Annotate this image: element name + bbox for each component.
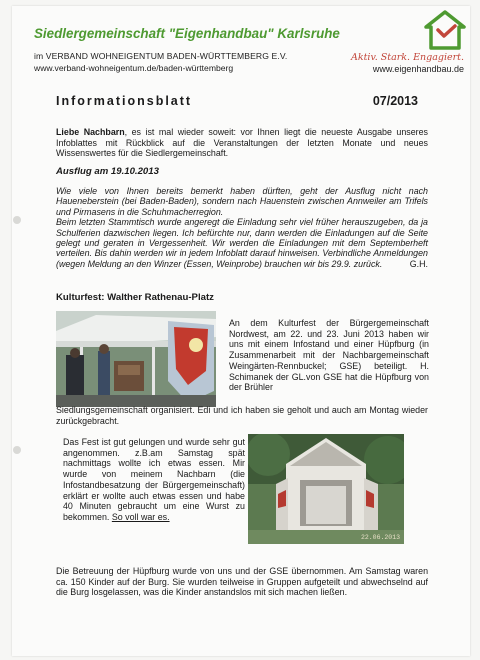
festival-paragraph-2-text: Das Fest ist gut gelungen und wurde sehr gut angenommen. z.B.am Samstag spät nachmittags wollte ich etwas essen. Mir wurde von meinem Nachbarn (die Infostandbesatzung der Bürgergemeinschaft) erklärt er wollte auch etwas essen und habe 40 Minuten gebraucht um eine Wurst zu bekommen. — [63, 437, 245, 522]
house-outline-logo-icon — [424, 10, 466, 50]
intro-text: , es ist mal wieder soweit: vor Ihnen liegt die neueste Ausgabe unseres Infoblattes mit Rückblick auf die Veranstaltungen der letzten Monate und neues Wissenswertes für die Siedlergemeinschaft. — [56, 127, 428, 159]
festival-paragraph-1-cont: Siedlungsgemeinschaft organisiert. Edi und ich haben sie geholt und auch am Montag wieder zurückgebracht. — [56, 405, 428, 426]
issue-number: 07/2013 — [372, 94, 418, 108]
association-url: www.verband-wohneigentum.de/baden-württemberg — [34, 63, 234, 73]
trip-heading: Ausflug am 19.10.2013 — [56, 166, 159, 177]
trip-paragraph-1: Wie viele von Ihnen bereits bemerkt haben dürften, geht der Ausflug nicht nach Haueneberstein (bei Baden-Baden), sondern nach Hauenstein zwischen Annweiler am Trifels und Pirmasens in die Schuhmacherregion. — [56, 186, 428, 217]
photo-date-stamp: 22.06.2013 — [360, 534, 400, 541]
trip-paragraph-2 — [56, 217, 428, 269]
org-title: Siedlergemeinschaft "Eigenhandbau" Karlsruhe — [34, 26, 340, 41]
slogan: Aktiv. Stark. Engagiert. — [351, 52, 464, 63]
punch-hole — [13, 216, 21, 224]
festival-tent-photo — [56, 311, 216, 407]
festival-paragraph-2 — [63, 437, 245, 523]
bouncy-castle-photo — [248, 434, 404, 544]
greeting: Liebe Nachbarn — [56, 127, 125, 137]
trip-paragraph-2-text: Beim letzten Stammtisch wurde angeregt die Einladung sehr viel früher herauszugeben, da ja Schulferien dazwischen liegen. Ich befürchte nur, dann werden die Einladungen auf die Seite gelegt und geraten in Vergessenheit. Wir werden die Einladungen mit dem Septemberheft verteilen. Bis dahin werden wir in jedem Infoblatt darauf hinweisen. Verbindliche Anmeldungen (wegen Meldung an den Winzer (Essen, Weinprobe) brauchen wir bis 29.9. zurück. — [56, 217, 428, 269]
website-url: www.eigenhandbau.de — [372, 64, 464, 74]
festival-emphasis: So voll war es. — [111, 511, 170, 522]
association-line: im VERBAND WOHNEIGENTUM BADEN-WÜRTTEMBERG E.V. — [34, 51, 288, 61]
trip-section — [56, 186, 428, 269]
festival-paragraph-1: An dem Kulturfest der Bürgergemeinschaft Nordwest, am 22. und 23. Juni 2013 haben wir uns mit einem Infostand und einer Hüpfburg (in Zusammenarbeit mit der Nachbargemeinschaft Weingärten-Rennbuckel; GSE) beteiligt. H. Schimanek der GL.von GSE hat die Hüpfburg von der Brühler — [229, 318, 429, 393]
document-title: Informationsblatt — [56, 94, 193, 108]
punch-hole — [13, 446, 21, 454]
intro-paragraph — [56, 127, 428, 159]
festival-heading: Kulturfest: Walther Rathenau-Platz — [56, 292, 214, 303]
festival-paragraph-3: Die Betreuung der Hüpfburg wurde von uns und der GSE übernommen. Am Samstag waren ca. 150 Kinder auf der Burg. Sie wurden teilweise in Gruppen aufgeteilt und abwechselnd auf die Burg losgelassen, was die Kinder anstandslos mit sich machen ließen. — [56, 566, 428, 598]
signature: G.H. — [409, 258, 428, 269]
